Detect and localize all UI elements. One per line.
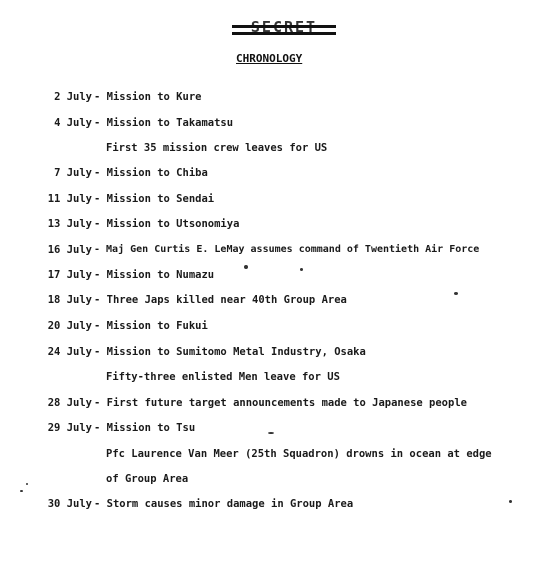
entry-text: - Mission to Sendai [94, 193, 215, 205]
page-title: CHRONOLOGY [236, 52, 303, 65]
entry-text: - Mission to Tsu [94, 422, 196, 434]
entry-continuation: First 35 mission crew leaves for US [106, 142, 328, 154]
entry-text: - Mission to Numazu [94, 269, 215, 281]
scan-speck [26, 483, 28, 485]
entry-date: 30 July [47, 498, 92, 510]
scan-speck [454, 292, 458, 295]
chronology-entry [0, 89, 539, 105]
entry-text: - Mission to Fukui [94, 320, 208, 332]
entry-text: - Three Japs killed near 40th Group Area [94, 294, 347, 306]
chronology-entry [0, 115, 539, 131]
chronology-entry [0, 267, 539, 283]
entry-date: 29 July [47, 422, 92, 434]
chronology-entry [0, 292, 539, 308]
entry-date: 28 July [47, 397, 92, 409]
entry-date: 13 July [47, 218, 92, 230]
entry-date: 24 July [47, 346, 92, 358]
entry-date: 2 July [54, 91, 92, 103]
scan-speck [300, 268, 303, 271]
chronology-entry [0, 191, 539, 207]
scan-speck [509, 500, 512, 503]
entry-continuation: Pfc Laurence Van Meer (25th Squadron) drowns in ocean at edge [106, 448, 492, 460]
strike-line-2 [232, 32, 336, 35]
strike-line-1 [232, 25, 336, 28]
chronology-entry [0, 165, 539, 181]
chronology-entry [0, 344, 539, 360]
chronology-entry [0, 242, 539, 258]
entry-text: - Mission to Takamatsu [94, 117, 234, 129]
entry-date: 7 July [54, 167, 92, 179]
scan-speck [20, 490, 23, 492]
entry-date: 20 July [47, 320, 92, 332]
entry-text: - Mission to Kure [94, 91, 202, 103]
entry-text: - First future target announcements made to Japanese people [94, 397, 467, 409]
entry-date: 17 July [47, 269, 92, 281]
chronology-entry [0, 318, 539, 334]
chronology-entry [0, 496, 539, 512]
entry-date: 18 July [47, 294, 92, 306]
entry-text: - Mission to Sumitomo Metal Industry, Osaka [94, 346, 366, 358]
classification-stamp [232, 16, 336, 46]
entry-text: - Mission to Utsonomiya [94, 218, 240, 230]
entry-date: 11 July [47, 193, 92, 205]
entry-date: 4 July [54, 117, 92, 129]
entry-continuation: Fifty-three enlisted Men leave for US [106, 371, 340, 383]
chronology-entry [0, 395, 539, 411]
entry-text: - Mission to Chiba [94, 167, 208, 179]
entry-text: - Storm causes minor damage in Group Area [94, 498, 354, 510]
entry-text: - Maj Gen Curtis E. LeMay assumes command of Twentieth Air Force [94, 244, 480, 255]
entry-continuation: of Group Area [106, 473, 189, 485]
scan-speck [268, 432, 274, 434]
chronology-entry [0, 216, 539, 232]
scan-speck [244, 265, 248, 269]
entry-date: 16 July [47, 244, 92, 256]
